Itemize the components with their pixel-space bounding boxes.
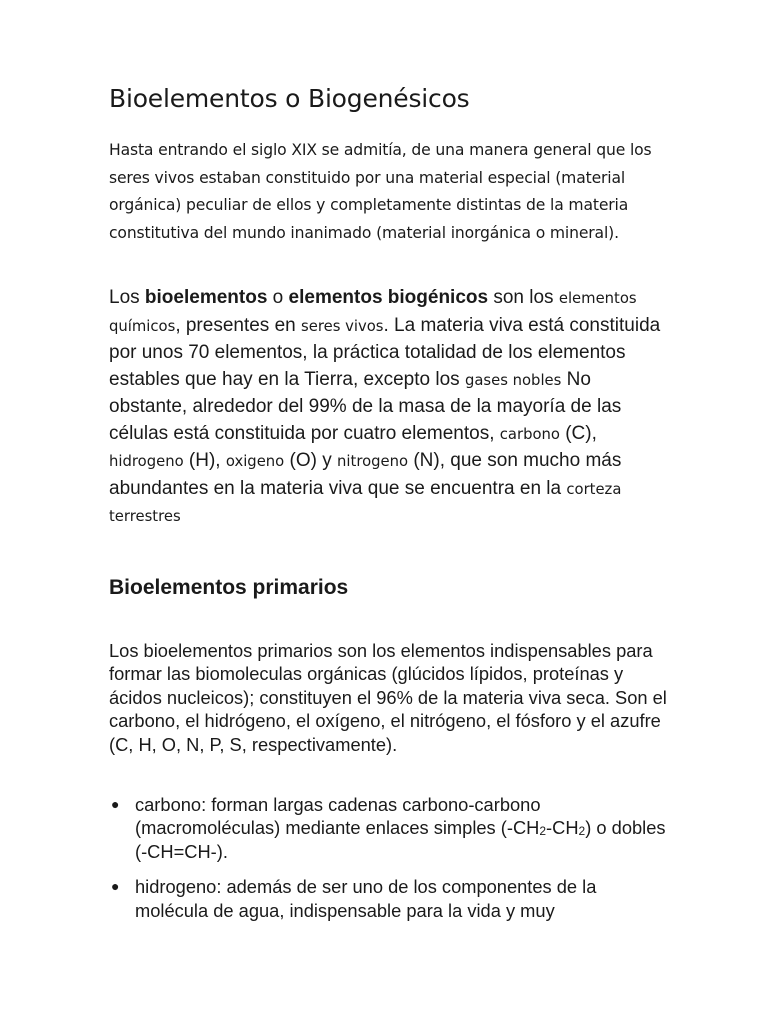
bullet-icon: ● [111, 878, 120, 895]
text-run: son los [488, 287, 559, 308]
bold-term-bioelementos: bioelementos [144, 287, 268, 308]
intro-paragraph: Hasta entrando el siglo XIX se admitía, de una manera general que los seres vivos estaban constituido por una material especial (material orgánica) peculiar de ellos y completamente distintas de la materia constitutiva del mundo inanimado (material inorgánica o mineral). [109, 141, 652, 242]
text-run: hidrogeno: además de ser uno de los componentes de la molécula de agua, indispensable para la vida y muy [135, 876, 597, 921]
subscript: 2 [578, 824, 586, 839]
text-run: (N), que son mucho más abundantes en la materia viva que se encuentra en la [109, 450, 622, 499]
text-run: carbono: forman largas cadenas carbono-carbono (macromoléculas) mediante enlaces simples (-CH [135, 794, 541, 839]
bold-term-elementos-biogenicos: elementos biogénicos [288, 287, 489, 308]
list-item-carbono [109, 793, 669, 863]
page-title: Bioelementos o Biogenésicos [109, 84, 470, 113]
list-item-hidrogeno [109, 875, 669, 922]
section-heading-bioelementos-primarios: Bioelementos primarios [109, 576, 349, 599]
text-run: , presentes en [175, 314, 302, 336]
subscript: 2 [539, 824, 547, 839]
text-run: -CH [546, 817, 579, 839]
link-corteza-terrestres[interactable]: corteza terrestres [109, 480, 622, 525]
link-gases-nobles[interactable]: gases nobles [464, 371, 562, 389]
text-run: (C), [559, 422, 597, 444]
text-run: Los [109, 287, 145, 308]
link-oxigeno[interactable]: oxigeno [225, 453, 285, 470]
bullet-icon: ● [111, 796, 120, 812]
link-nitrogeno[interactable]: nitrogeno [337, 453, 409, 470]
text-run: No obstante, alrededor del 99% de la masa de la mayoría de las células está constituida por cuatro elementos, [109, 368, 622, 444]
text-run: ) o dobles (-CH=CH-). [135, 817, 666, 862]
link-seres-vivos[interactable]: seres vivos [301, 317, 384, 335]
text-run: . La materia viva está constituida por unos 70 elementos, la práctica totalidad de los elementos estables que hay en la Tierra, excepto los [109, 314, 661, 390]
link-carbono[interactable]: carbono [499, 425, 560, 443]
bullet-list [109, 793, 669, 934]
text-run: (O) y [284, 450, 338, 471]
primarios-paragraph: Los bioelementos primarios son los elementos indispensables para formar las biomoleculas orgánicas (glúcidos lípidos, proteínas y ácidos nucleicos); constituyen el 96% de la materia viva seca. Son el carbono, el hidrógeno, el oxígeno, el nitrógeno, el fósforo y el azufre (C, H, O, N, P, S, respectivamente). [109, 640, 667, 755]
link-elementos-quimicos[interactable]: elementos químicos [109, 290, 637, 335]
bioelementos-paragraph [109, 285, 669, 531]
link-hidrogeno[interactable]: hidrogeno [109, 453, 184, 470]
text-run: o [267, 287, 289, 308]
text-run: (H), [183, 450, 226, 471]
